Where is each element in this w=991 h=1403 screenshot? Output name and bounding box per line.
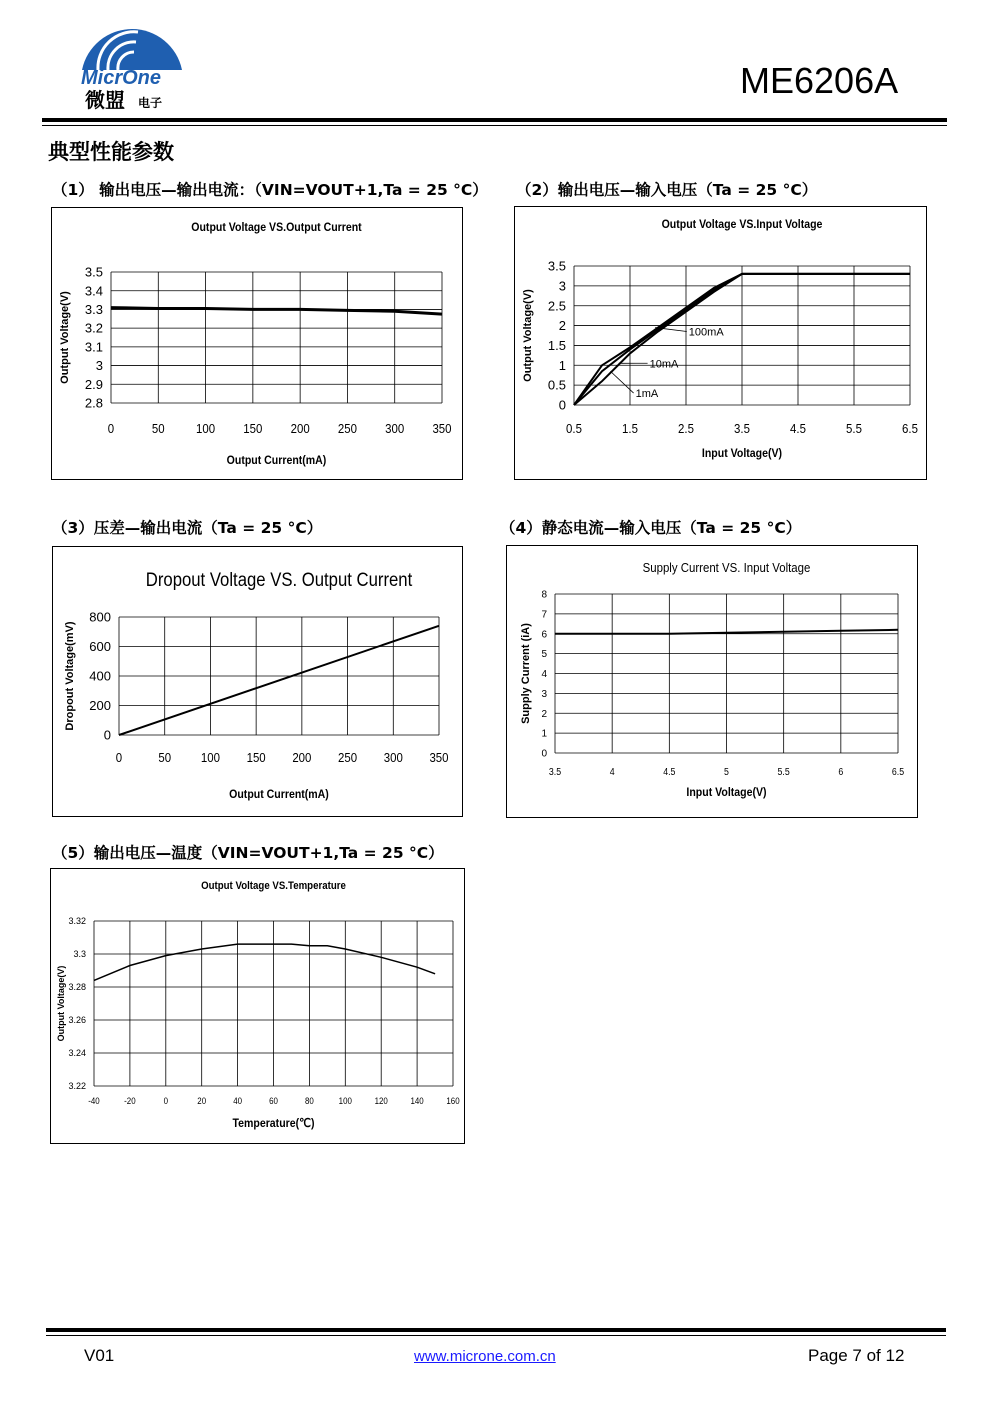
x-tick-label: 150: [243, 421, 263, 437]
y-tick-label: 3: [558, 278, 566, 294]
y-tick-label: 1: [541, 728, 547, 740]
x-tick-label: 200: [292, 750, 312, 766]
x-axis-label: Output Current(mA): [226, 454, 327, 468]
x-tick-label: 60: [269, 1095, 278, 1107]
caption-3: （3）压差—输出电流（Ta = 25 °C）: [52, 519, 323, 537]
y-tick-label: 2.5: [547, 298, 566, 314]
y-tick-label: 3.24: [68, 1048, 86, 1059]
chart-4-frame: [506, 545, 918, 818]
y-tick-label: 3.3: [84, 301, 103, 317]
x-axis-label: Temperature(℃): [232, 1117, 315, 1131]
x-tick-label: 50: [151, 421, 165, 437]
logo-text-en: MicrOne: [81, 67, 162, 89]
y-axis-label: Output Voltage(V): [59, 291, 71, 384]
y-tick-label: 3: [541, 688, 547, 700]
y-tick-label: 3.28: [68, 982, 86, 993]
y-tick-label: 3.1: [84, 339, 103, 355]
header-rule-thick: [42, 118, 947, 122]
y-tick-label: 4: [541, 669, 547, 680]
x-tick-label: 3.5: [548, 765, 562, 778]
x-tick-label: 250: [338, 750, 358, 766]
footer-page-number: Page 7 of 12: [808, 1346, 905, 1365]
caption-4: （4）静态电流—输入电压（Ta = 25 °C）: [500, 519, 802, 537]
y-tick-label: 800: [89, 609, 111, 625]
y-tick-label: 600: [89, 639, 111, 655]
x-tick-label: 6.5: [902, 421, 918, 437]
y-tick-label: 6: [541, 629, 547, 641]
chart-title: Dropout Voltage VS. Output Current: [145, 569, 413, 591]
y-axis-label: Dropout Voltage(mV): [64, 621, 76, 731]
chart-2-frame: [514, 206, 927, 480]
x-tick-label: 5.5: [777, 765, 790, 778]
chart-title: Output Voltage VS.Input Voltage: [661, 218, 823, 232]
annotation-label-100ma: 100mA: [688, 326, 724, 339]
document-title: ME6206A: [740, 60, 899, 101]
chart-5: [51, 869, 464, 1143]
y-tick-label: 0.5: [547, 377, 566, 393]
y-tick-label: 8: [541, 589, 547, 601]
x-tick-label: 140: [410, 1095, 424, 1107]
series-line-vdrop: [119, 626, 439, 735]
x-tick-label: 300: [385, 421, 405, 437]
x-tick-label: 3.5: [734, 421, 750, 437]
y-axis-label: Output Voltage(V): [56, 965, 66, 1042]
series-line-vout: [94, 944, 435, 980]
caption-1: （1） 输出电压—输出电流：（VIN=VOUT+1,Ta = 25 °C）: [52, 181, 488, 199]
y-axis-label: Output Voltage(V): [522, 289, 534, 382]
x-tick-label: 160: [446, 1095, 460, 1107]
x-tick-label: 0: [115, 750, 123, 766]
y-tick-label: 1: [558, 357, 566, 373]
annotation-label-1ma: 1mA: [635, 388, 659, 401]
x-tick-label: 6: [838, 765, 844, 778]
x-tick-label: 50: [158, 750, 172, 766]
x-tick-label: 5: [724, 765, 729, 778]
header-rule-thin: [42, 125, 947, 126]
y-tick-label: 0: [541, 748, 547, 760]
x-tick-label: 100: [338, 1095, 352, 1107]
y-tick-label: 400: [89, 668, 111, 684]
chart-2: [515, 207, 926, 479]
y-tick-label: 3.4: [84, 283, 103, 299]
x-tick-label: 0: [163, 1095, 169, 1107]
x-tick-label: 4.5: [790, 421, 806, 437]
series-line-vout: [111, 308, 442, 315]
y-tick-label: 2: [558, 318, 566, 334]
x-tick-label: 150: [246, 750, 266, 766]
y-tick-label: 2.8: [84, 395, 103, 411]
x-axis-label: Output Current(mA): [229, 788, 329, 802]
y-tick-label: 3.26: [68, 1015, 86, 1026]
y-tick-label: 3.3: [73, 949, 86, 960]
x-tick-label: 80: [304, 1095, 314, 1107]
chart-1: [52, 208, 462, 479]
caption-5: （5）输出电压—温度（VIN=VOUT+1,Ta = 25 °C）: [52, 844, 444, 862]
x-tick-label: -40: [88, 1095, 100, 1107]
x-tick-label: 2.5: [678, 421, 694, 437]
y-tick-label: 3.22: [68, 1081, 86, 1092]
x-tick-label: 40: [233, 1095, 243, 1107]
chart-3-frame: [52, 546, 463, 817]
chart-title: Output Voltage VS.Output Current: [191, 221, 362, 235]
x-tick-label: 6.5: [891, 765, 905, 778]
footer-rule-thin: [46, 1335, 946, 1336]
y-tick-label: 7: [541, 609, 547, 621]
x-tick-label: 4: [609, 765, 615, 778]
y-tick-label: 3: [95, 358, 103, 374]
x-tick-label: 5.5: [846, 421, 862, 437]
x-tick-label: 0.5: [566, 421, 582, 437]
caption-2: （2）输出电压—输入电压（Ta = 25 °C）: [516, 181, 818, 199]
chart-title: Supply Current VS. Input Voltage: [642, 560, 811, 576]
x-tick-label: -20: [124, 1095, 136, 1107]
y-tick-label: 1.5: [547, 337, 566, 353]
logo-graphic: [78, 18, 188, 113]
logo: [78, 18, 188, 113]
x-tick-label: 120: [374, 1095, 388, 1107]
x-tick-label: 350: [432, 421, 452, 437]
chart-4: [507, 546, 917, 817]
x-tick-label: 4.5: [663, 765, 676, 778]
x-tick-label: 0: [107, 421, 115, 437]
section-title: 典型性能参数: [48, 140, 174, 164]
x-tick-label: 100: [196, 421, 216, 437]
chart-3: [53, 547, 462, 816]
x-tick-label: 1.5: [622, 421, 638, 437]
footer-rule-thick: [46, 1328, 946, 1332]
y-axis-label: Supply Current (iA): [520, 623, 532, 724]
y-tick-label: 3.32: [68, 916, 86, 927]
footer-version: V01: [84, 1346, 115, 1365]
y-tick-label: 3.5: [547, 258, 566, 274]
y-tick-label: 0: [558, 397, 566, 413]
logo-text-cn-sub: 电子: [138, 96, 163, 110]
chart-5-frame: [50, 868, 465, 1144]
y-tick-label: 0: [103, 727, 111, 743]
x-axis-label: Input Voltage(V): [686, 786, 767, 800]
x-tick-label: 300: [383, 750, 403, 766]
y-tick-label: 2.9: [84, 376, 103, 392]
x-tick-label: 350: [429, 750, 449, 766]
annotation-label-10ma: 10mA: [649, 358, 679, 371]
y-tick-label: 200: [89, 698, 111, 714]
y-tick-label: 5: [541, 649, 547, 661]
y-tick-label: 2: [541, 708, 547, 720]
x-tick-label: 200: [290, 421, 310, 437]
x-tick-label: 250: [337, 421, 357, 437]
chart-1-frame: [51, 207, 463, 480]
footer-url-link[interactable]: www.microne.com.cn: [414, 1348, 556, 1365]
x-tick-label: 20: [197, 1095, 207, 1107]
y-tick-label: 3.2: [84, 320, 103, 336]
x-tick-label: 100: [200, 750, 220, 766]
y-tick-label: 3.5: [84, 264, 103, 280]
chart-title: Output Voltage VS.Temperature: [201, 880, 346, 893]
x-axis-label: Input Voltage(V): [701, 447, 783, 461]
logo-text-cn: 微盟: [85, 90, 125, 112]
